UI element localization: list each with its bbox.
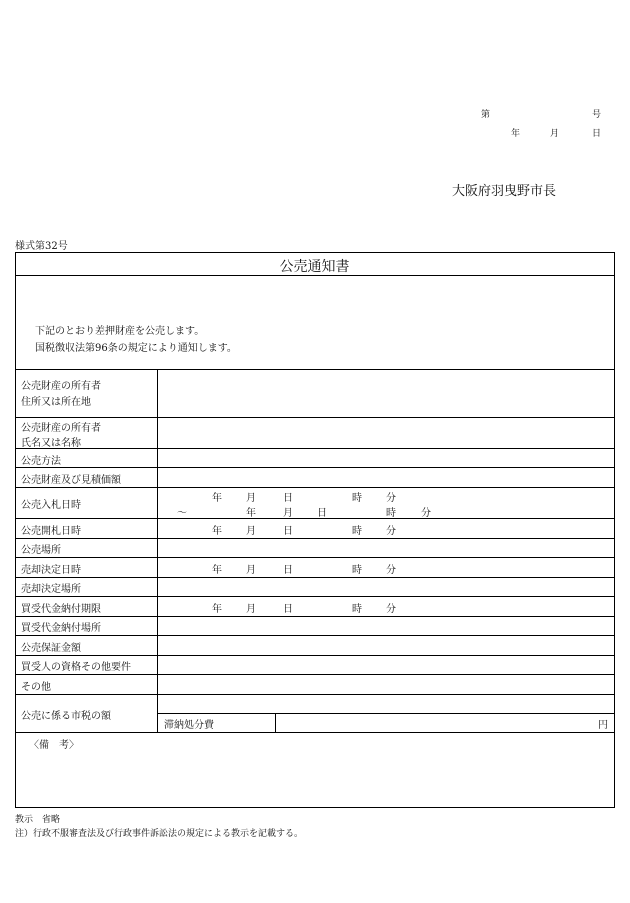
deadline-year: 年 bbox=[212, 604, 222, 615]
bid-range-tilde: 〜 bbox=[177, 508, 187, 519]
number-prefix: 第 bbox=[481, 110, 491, 120]
deadline-minute: 分 bbox=[386, 604, 396, 615]
row-label-payment-deadline: 買受代金納付期限 bbox=[21, 604, 101, 615]
opening-minute: 分 bbox=[386, 526, 396, 537]
delinquency-fee-label: 滞納処分費 bbox=[164, 720, 214, 731]
form-title: 公売通知書 bbox=[279, 259, 350, 275]
bid-end-year: 年 bbox=[246, 508, 256, 519]
bid-month: 月 bbox=[246, 493, 256, 504]
row-label-other: その他 bbox=[21, 682, 51, 693]
notice-text: 教示 省略 bbox=[15, 815, 61, 825]
intro-line-1: 下記のとおり差押財産を公売します。 bbox=[35, 326, 205, 337]
row-label-decision-datetime: 売却決定日時 bbox=[21, 565, 81, 576]
decision-year: 年 bbox=[212, 565, 222, 576]
bid-end-minute: 分 bbox=[421, 508, 431, 519]
row-label-owner-address: 公売財産の所有者 bbox=[21, 381, 101, 392]
row-label-decision-place: 売却決定場所 bbox=[21, 584, 81, 595]
bid-end-hour: 時 bbox=[386, 508, 396, 519]
opening-day: 日 bbox=[283, 526, 293, 537]
decision-hour: 時 bbox=[352, 565, 362, 576]
form-number: 様式第32号 bbox=[15, 241, 68, 252]
row-label-owner-address-sub: 住所又は所在地 bbox=[21, 397, 91, 408]
opening-hour: 時 bbox=[352, 526, 362, 537]
deadline-month: 月 bbox=[246, 604, 256, 615]
deadline-day: 日 bbox=[283, 604, 293, 615]
opening-month: 月 bbox=[246, 526, 256, 537]
bid-minute: 分 bbox=[386, 493, 396, 504]
decision-day: 日 bbox=[283, 565, 293, 576]
row-label-deposit: 公売保証金額 bbox=[21, 643, 81, 654]
opening-year: 年 bbox=[212, 526, 222, 537]
decision-month: 月 bbox=[246, 565, 256, 576]
row-label-qualification: 買受人の資格その他要件 bbox=[21, 662, 131, 673]
date-year: 年 bbox=[511, 129, 521, 139]
remarks-label: 〈備 考〉 bbox=[29, 740, 79, 751]
footnote-text: 注）行政不服審査法及び行政事件訴訟法の規定による教示を記載する。 bbox=[15, 829, 304, 839]
bid-end-day: 日 bbox=[317, 508, 327, 519]
date-day: 日 bbox=[592, 129, 602, 139]
decision-minute: 分 bbox=[386, 565, 396, 576]
issuer-name: 大阪府羽曳野市長 bbox=[452, 184, 557, 199]
row-label-opening-datetime: 公売開札日時 bbox=[21, 526, 81, 537]
row-label-owner-name: 公売財産の所有者 bbox=[21, 423, 101, 434]
row-label-method: 公売方法 bbox=[21, 456, 61, 467]
number-suffix: 号 bbox=[592, 110, 602, 120]
row-label-city-tax-amount: 公売に係る市税の額 bbox=[21, 711, 111, 722]
row-label-owner-name-sub: 氏名又は名称 bbox=[21, 438, 81, 449]
row-label-bid-datetime: 公売入札日時 bbox=[21, 500, 81, 511]
bid-hour: 時 bbox=[352, 493, 362, 504]
row-label-payment-place: 買受代金納付場所 bbox=[21, 623, 101, 634]
deadline-hour: 時 bbox=[352, 604, 362, 615]
row-label-property-value: 公売財産及び見積価額 bbox=[21, 475, 121, 486]
form-frame bbox=[15, 252, 615, 808]
bid-end-month: 月 bbox=[283, 508, 293, 519]
bid-year: 年 bbox=[212, 493, 222, 504]
date-month: 月 bbox=[550, 129, 560, 139]
yen-unit: 円 bbox=[598, 720, 608, 731]
row-label-sale-place: 公売場所 bbox=[21, 545, 61, 556]
bid-day: 日 bbox=[283, 493, 293, 504]
intro-line-2: 国税徴収法第96条の規定により通知します。 bbox=[35, 343, 237, 354]
